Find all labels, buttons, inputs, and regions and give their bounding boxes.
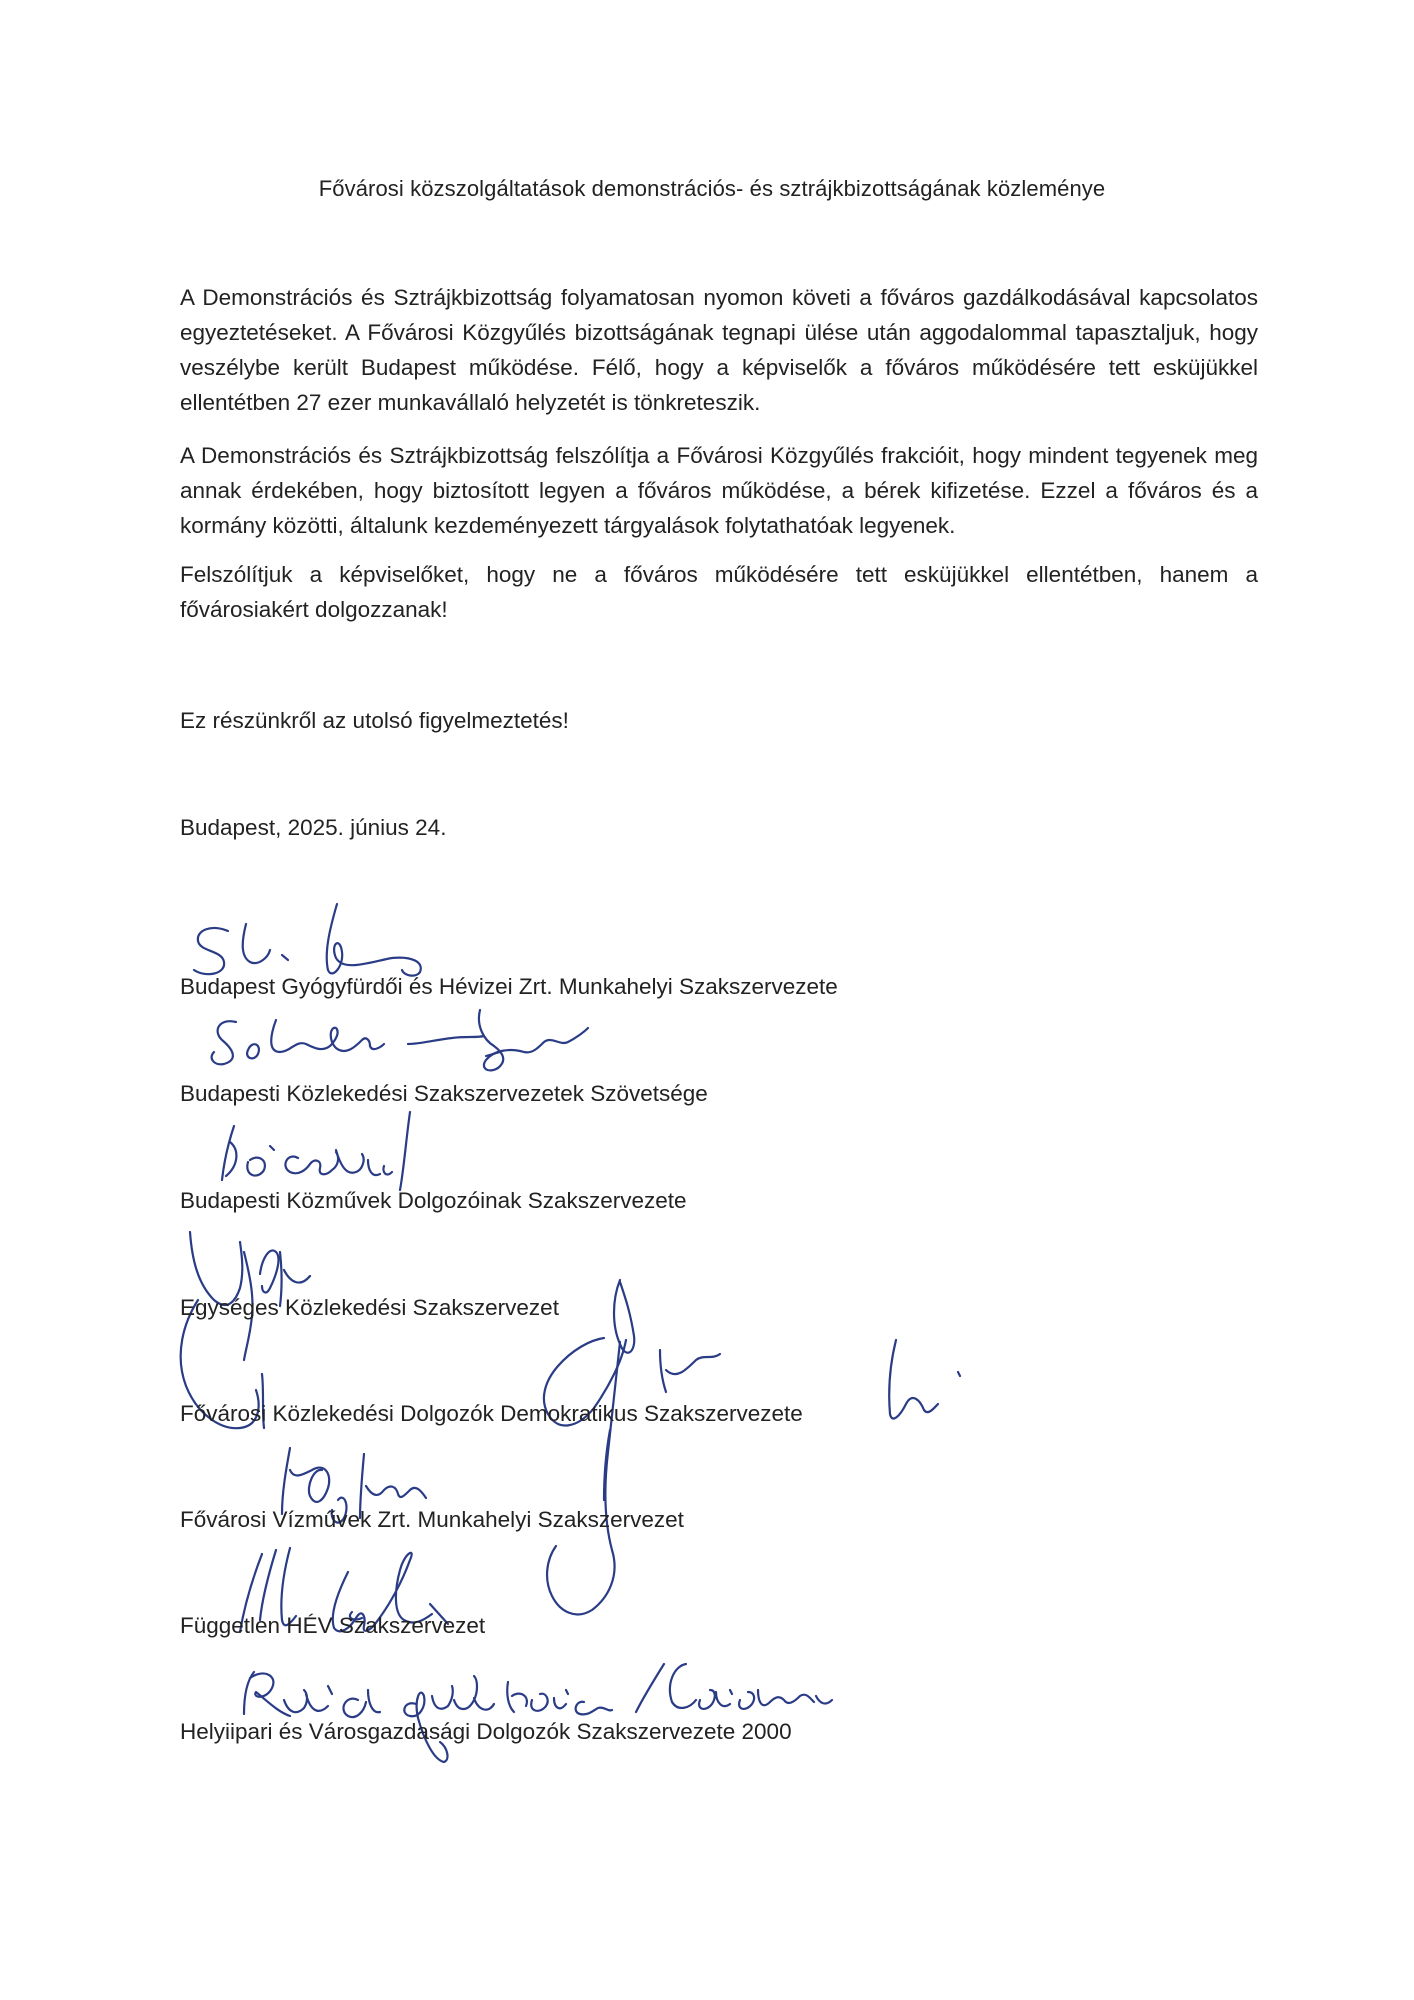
place-date: Budapest, 2025. június 24.: [180, 815, 447, 840]
warning-text: Ez részünkről az utolsó figyelmeztetés!: [180, 708, 569, 733]
signatory-3: Budapesti Közművek Dolgozóinak Szakszervezete: [180, 1188, 687, 1213]
signatory-6: Fővárosi Vízművek Zrt. Munkahelyi Szakszervezet: [180, 1507, 684, 1532]
signatory-5: Fővárosi Közlekedési Dolgozók Demokratikus Szakszervezete: [180, 1401, 803, 1426]
signatory-4: Egységes Közlekedési Szakszervezet: [180, 1295, 559, 1320]
signatory-7: Független HÉV Szakszervezet: [180, 1613, 486, 1638]
signatory-1: Budapest Gyógyfürdői és Hévizei Zrt. Munkahelyi Szakszervezete: [180, 974, 838, 999]
document-title: Fővárosi közszolgáltatások demonstrációs- és sztrájkbizottságának közleménye: [318, 176, 1106, 201]
signature-4: [181, 1232, 310, 1428]
paragraph-3: Felszólítjuk a képviselőket, hogy ne a főváros működésére tett esküjükkel ellentétben, hanem a fővárosiakért dolgozzanak!: [180, 562, 1258, 622]
signatory-2: Budapesti Közlekedési Szakszervezetek Szövetsége: [180, 1081, 708, 1106]
paragraph-1: A Demonstrációs és Sztrájkbizottság folyamatosan nyomon követi a főváros gazdálkodásával kapcsolatos egyeztetéseket. A Fővárosi Közgyűlés bizottságának tegnapi ülése után aggodalommal tapasztaljuk, hogy veszélybe került Budapest működése. Félő, hogy a képviselők a főváros működésére tett esküjükkel ellentétben 27 ezer munkavállaló helyzetét is tönkreteszik.: [180, 285, 1258, 415]
signatory-8: Helyiipari és Városgazdasági Dolgozók Szakszervezete 2000: [180, 1719, 792, 1744]
signature-1: [194, 904, 421, 976]
signature-5: [544, 1280, 960, 1614]
paragraph-2: A Demonstrációs és Sztrájkbizottság felszólítja a Fővárosi Közgyűlés frakcióit, hogy mindent tegyenek meg annak érdekében, hogy biztosított legyen a főváros működése, a bérek kifizetése. Ezzel a főváros és a kormány közötti, általunk kezdeményezett tárgyalások folytathatóak legyenek.: [180, 443, 1258, 538]
